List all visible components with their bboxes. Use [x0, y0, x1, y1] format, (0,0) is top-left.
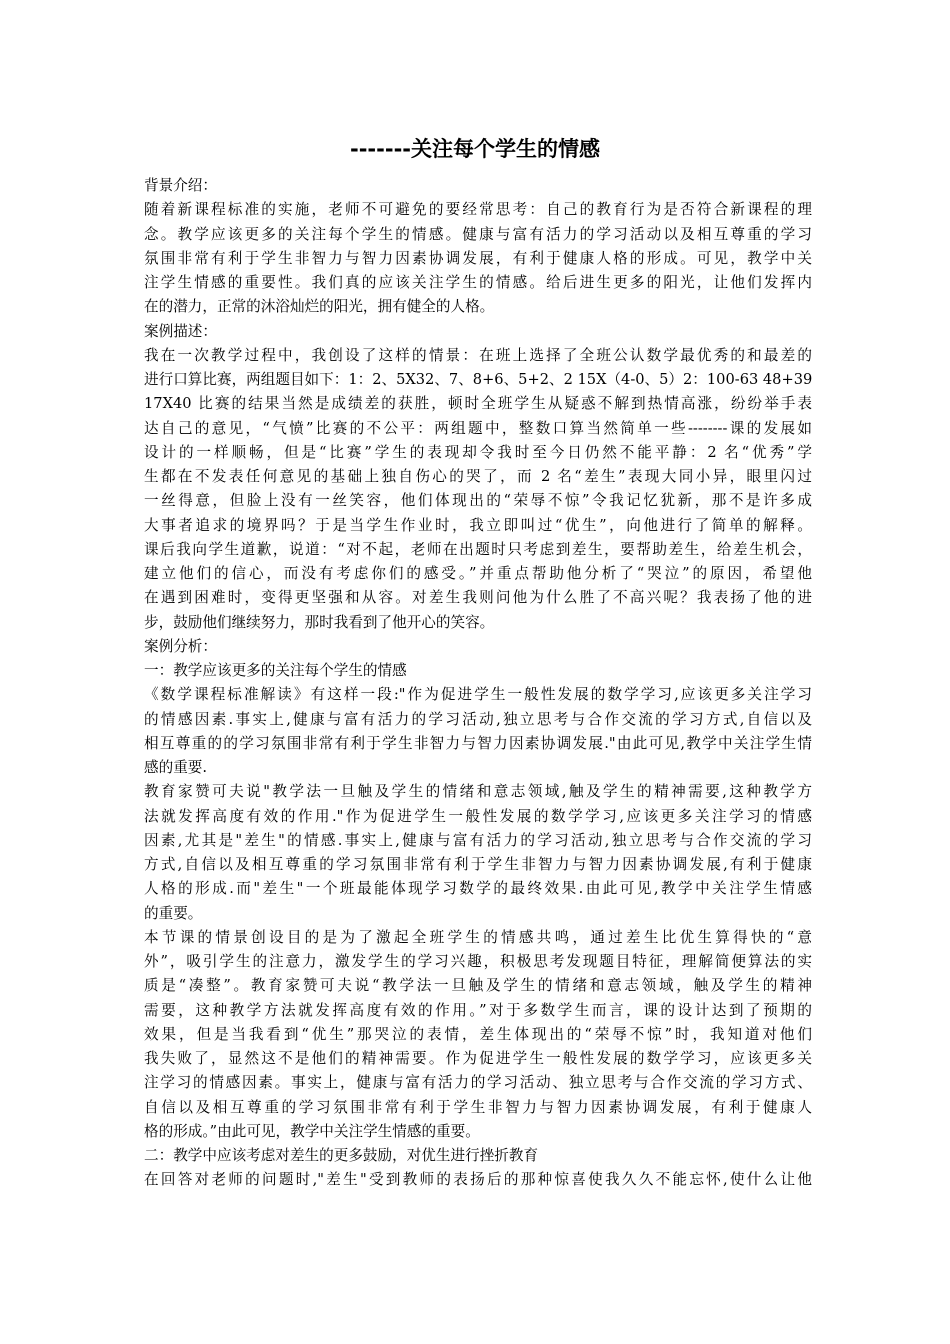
text-line: 效果，但是当我看到“优生”那哭泣的表情，差生体现出的“荣辱不惊”时，我知道对他们: [144, 1025, 812, 1043]
text-line: 课后我向学生道歉，说道：“对不起，老师在出题时只考虑到差生，要帮助差生，给差生机会，: [144, 540, 812, 558]
text-line: 二：教学中应该考虑对差生的更多鼓励，对优生进行挫折教育: [144, 1147, 539, 1164]
text-line: 步，鼓励他们继续努力，那时我看到了他开心的笑容。: [144, 613, 495, 631]
text-line: 一丝得意，但脸上没有一丝笑容，他们体现出的“荣辱不惊”令我记忆犹新，那不是许多成: [144, 492, 812, 510]
document-title: -------关注每个学生的情感: [349, 137, 600, 161]
text-line: 人格的形成.而"差生"一个班最能体现学习数学的最终效果.由此可见,教学中关注学生情感: [144, 880, 812, 898]
text-line: 随着新课程标准的实施，老师不可避免的要经常思考：自己的教育行为是否符合新课程的理: [144, 201, 812, 219]
text-line: 在的潜力，正常的沐浴灿烂的阳光，拥有健全的人格。: [144, 298, 495, 316]
text-line: 注学生情感的重要性。我们真的应该关注学生的情感。给后进生更多的阳光，让他们发挥内: [144, 274, 812, 291]
text-line: 自信以及相互尊重的学习氛围非常有利于学生非智力与智力因素协调发展，有利于健康人: [144, 1098, 812, 1116]
text-line: 念。教学应该更多的关注每个学生的情感。健康与富有活力的学习活动以及相互尊重的学习: [144, 225, 812, 243]
text-line: 外”，吸引学生的注意力，激发学生的学习兴趣，积极思考发现题目特征，理解简便算法的实: [144, 953, 812, 970]
text-line: 氛围非常有利于学生非智力与智力因素协调发展，有利于健康人格的形成。可见，教学中关: [144, 249, 812, 267]
text-line: 案例分析：: [144, 637, 217, 655]
text-line: 《数学课程标准解读》有这样一段:"作为促进学生一般性发展的数学学习,应该更多关注学习: [144, 686, 812, 704]
text-line: 大事者追求的境界吗？于是当学生作业时，我立即叫过“优生”，向他进行了简单的解释。: [144, 516, 812, 534]
text-line: 一：教学应该更多的关注每个学生的情感: [144, 662, 407, 679]
text-line: 在回答对老师的问题时,"差生"受到教师的表扬后的那种惊喜使我久久不能忘怀,使什么让他: [144, 1171, 812, 1189]
text-line: 教育家赞可夫说"教学法一旦触及学生的情绪和意志领域,触及学生的精神需要,这种教学方: [144, 783, 812, 801]
text-line: 感的重要.: [144, 759, 208, 776]
text-line: 因素,尤其是"差生"的情感.事实上,健康与富有活力的学习活动,独立思考与合作交流的学习: [144, 831, 812, 849]
text-line: 背景介绍：: [144, 177, 217, 194]
text-line: 本节课的情景创设目的是为了激起全班学生的情感共鸣，通过差生比优生算得快的“意: [144, 928, 812, 946]
text-line: 格的形成。”由此可见，教学中关注学生情感的重要。: [144, 1122, 480, 1140]
text-line: 达自己的意见，“气愤”比赛的不公平：两组题中，整数口算当然简单一些--------课的发展如: [144, 419, 812, 437]
text-line: 建立他们的信心，而没有考虑你们的感受。”并重点帮助他分析了“哭泣”的原因，希望他: [144, 565, 812, 582]
text-line: 我在一次教学过程中，我创设了这样的情景：在班上选择了全班公认数学最优秀的和最差的: [144, 346, 812, 364]
text-line: 进行口算比赛，两组题目如下：1：2、5X32、7、8+6、5+2、2 15X（4-0、5）2：100-63 48+39: [144, 371, 813, 388]
text-line: 相互尊重的的学习氛围非常有利于学生非智力与智力因素协调发展."由此可见,教学中关注学生情: [144, 734, 812, 752]
text-line: 注学习的情感因素。事实上，健康与富有活力的学习活动、独立思考与合作交流的学习方式、: [144, 1074, 812, 1092]
text-line: 设计的一样顺畅，但是“比赛”学生的表现却令我时至今日仍然不能平静：2 名“优秀”学: [144, 443, 812, 461]
text-line: 质是“凑整”。教育家赞可夫说“教学法一旦触及学生的情绪和意志领域，触及学生的精神: [144, 977, 812, 995]
text-line: 17X40 比赛的结果当然是成绩差的获胜，顿时全班学生从疑惑不解到热情高涨，纷纷举手表: [144, 395, 812, 413]
document-body: [144, 174, 812, 1193]
text-line: 法就发挥高度有效的作用."作为促进学生一般性发展的数学学习,应该更多关注学习的情感: [144, 807, 812, 825]
text-line: 的重要。: [144, 904, 203, 922]
text-line: 的情感因素.事实上,健康与富有活力的学习活动,独立思考与合作交流的学习方式,自信以及: [144, 710, 812, 728]
text-line: 案例描述：: [144, 322, 217, 340]
text-line: 我失败了，显然这不是他们的精神需要。作为促进学生一般性发展的数学学习，应该更多关: [144, 1050, 812, 1067]
text-line: 生都在不发表任何意见的基础上独自伤心的哭了，而 2 名“差生”表现大同小异，眼里闪过: [144, 468, 812, 485]
text-line: 在遇到困难时，变得更坚强和从容。对差生我则问他为什么胜了不高兴呢？我表扬了他的进: [144, 589, 812, 607]
text-line: 需要，这种教学方法就发挥高度有效的作用。”对于多数学生而言，课的设计达到了预期的: [144, 1001, 812, 1019]
text-line: 方式,自信以及相互尊重的学习氛围非常有利于学生非智力与智力因素协调发展,有利于健康: [144, 856, 812, 873]
